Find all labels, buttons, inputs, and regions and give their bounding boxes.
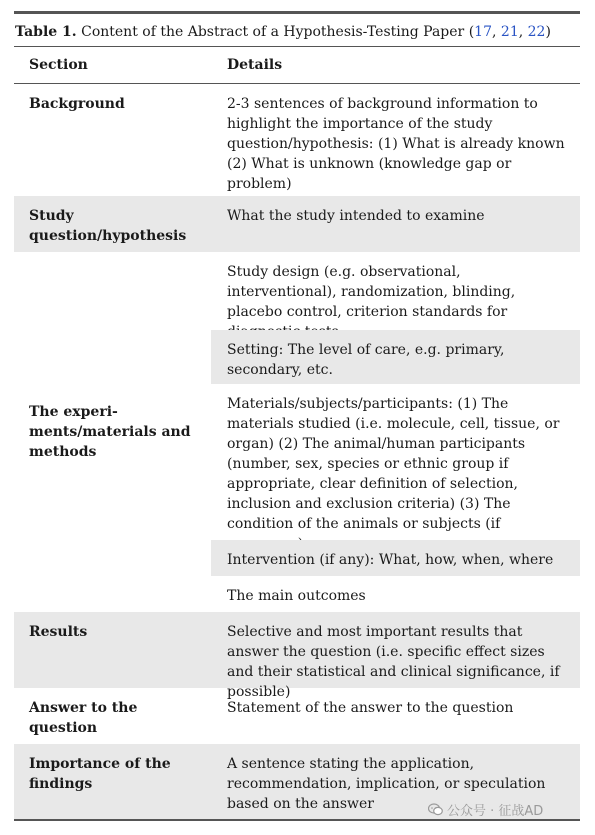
row-section: Answer to the question: [29, 700, 138, 736]
methods-outcomes: The main outcomes: [227, 588, 366, 604]
row-details: What the study intended to examine: [227, 208, 485, 224]
row-details: 2-3 sentences of background information to highlight the importance of the study question/hypothesis: (1) What is already known (2) What is unknown (knowledge gap or problem): [227, 96, 565, 192]
table-row-results: [14, 612, 580, 700]
watermark: [428, 800, 543, 819]
row-details: A sentence stating the application, recommendation, implication, or speculation based on the answer: [227, 756, 546, 812]
caption-ref-17[interactable]: 17: [474, 24, 492, 40]
caption-text: Content of the Abstract of a Hypothesis-Testing Paper (: [76, 24, 475, 40]
row-section: Background: [29, 96, 125, 112]
methods-materials: Materials/subjects/participants: (1) The materials studied (i.e. molecule, cell, tissue, or organ) (2) The animal/human participants (number, sex, species or ethnic group if appropriate, clear definition of selection, inclusion and exclusion criteria) (3) The condition of the animals or subjects (if: [227, 396, 560, 532]
row-section: Importance of the findings: [29, 756, 171, 792]
methods-design: Study design (e.g. observational, interventional), randomization, blinding, placebo control, criterion standards for: [227, 264, 516, 320]
row-details: Selective and most important results that answer the question (i.e. specific effect sizes and their statistical and clinical significance, if possible): [227, 624, 560, 700]
methods-intervention: Intervention (if any): What, how, when, where: [211, 540, 580, 576]
row-section: Study question/hypothesis: [29, 208, 187, 244]
abstract-content-table: [14, 11, 580, 820]
row-section: The experi-ments/materials and methods: [29, 404, 191, 460]
table-caption: Table 1. Content of the Abstract of a Hypothesis-Testing Paper (17, 21, 22): [15, 24, 551, 40]
header-section: Section: [29, 57, 88, 73]
methods-subrows: [211, 252, 580, 612]
watermark-text: 公众号 · 征战AD: [447, 804, 544, 819]
row-details: Statement of the answer to the question: [227, 700, 514, 716]
caption-ref-21[interactable]: 21: [500, 24, 519, 40]
bottom-rule: [14, 819, 580, 821]
table-row-methods: [14, 252, 580, 612]
header-details: Details: [227, 57, 283, 73]
table-header: [14, 47, 580, 83]
caption-label: Table 1.: [15, 24, 77, 40]
caption-ref-22[interactable]: 22: [527, 24, 546, 40]
caption-close: ): [545, 24, 551, 40]
table-row-question: [14, 196, 580, 252]
table-row-background: [14, 84, 580, 196]
table-row-answer: [14, 688, 580, 744]
methods-setting: Setting: The level of care, e.g. primary, secondary, etc.: [211, 330, 580, 384]
wechat-icon: [428, 803, 443, 816]
row-section: Results: [29, 624, 88, 640]
